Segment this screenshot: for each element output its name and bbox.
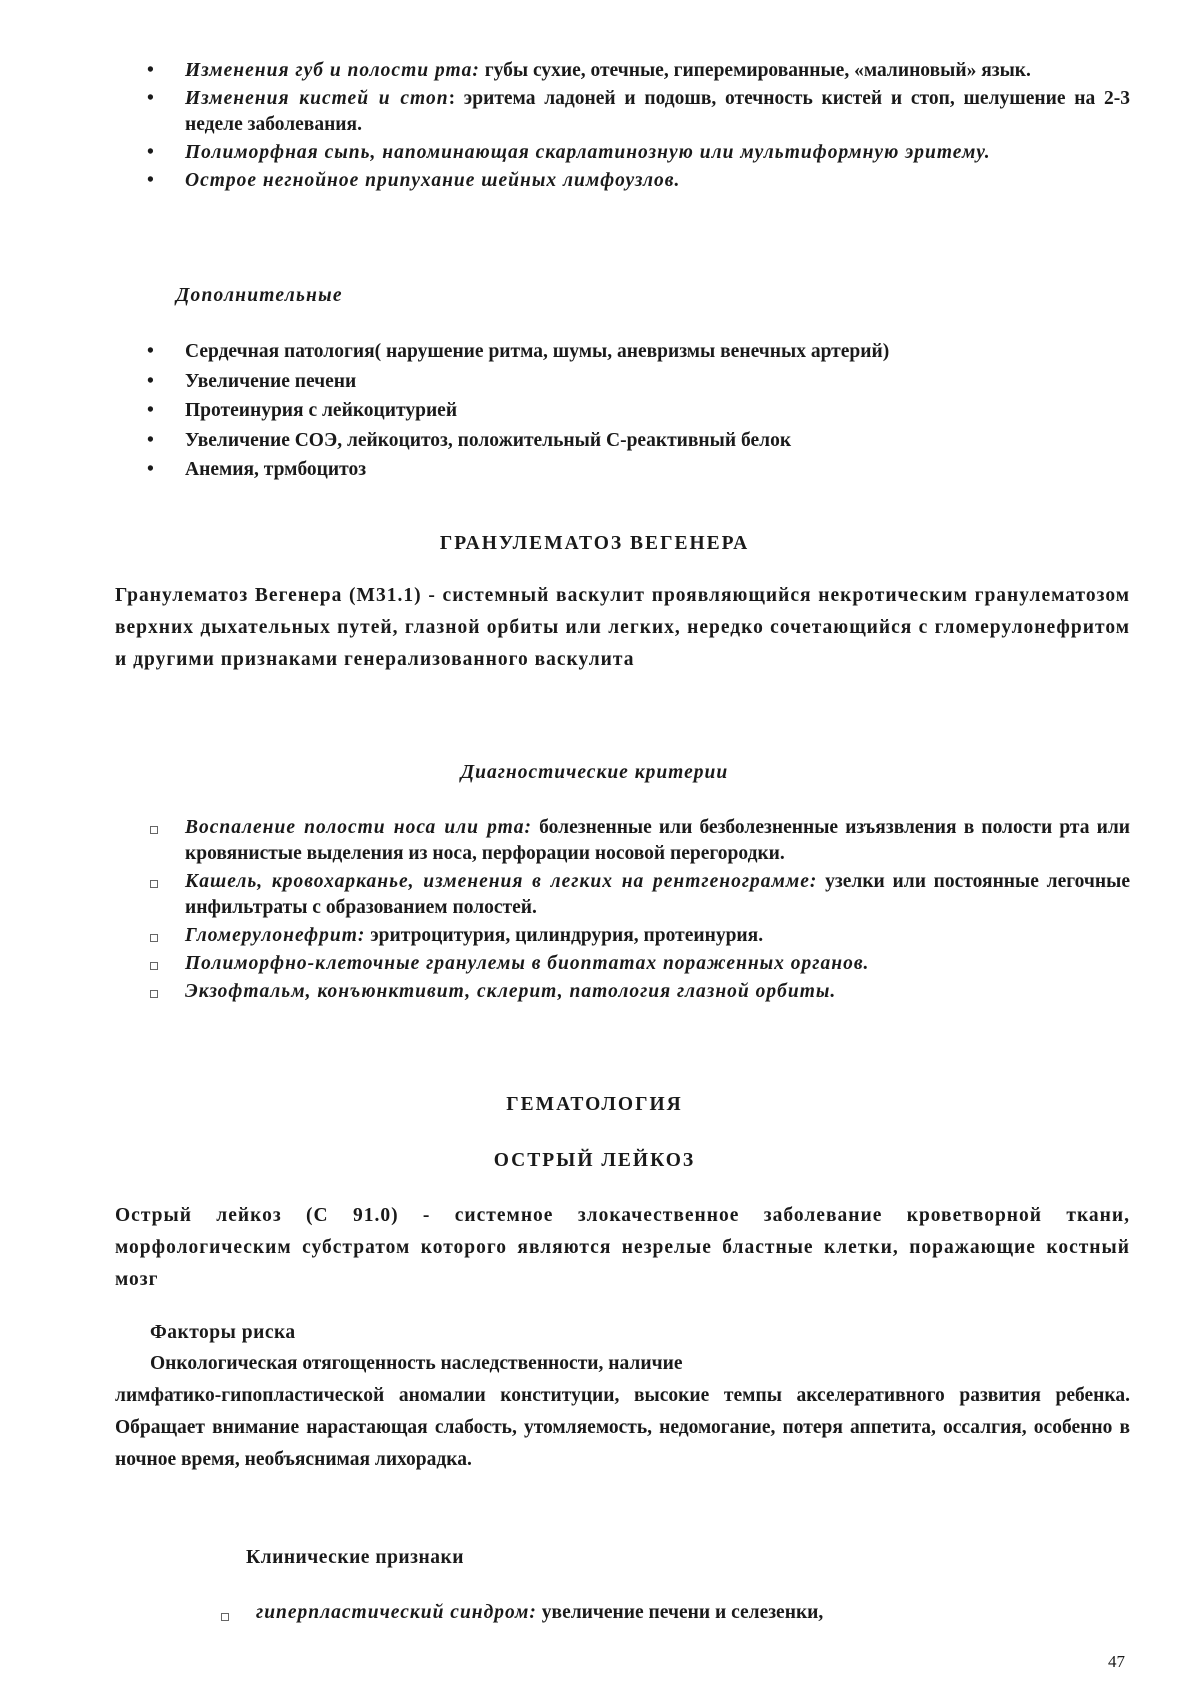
criterion-term: Кашель, кровохарканье, изменения в легких на рентгенограмме: — [185, 871, 818, 892]
bullet-icon: • — [147, 170, 154, 191]
risk-factors-heading: Факторы риска — [150, 1322, 296, 1343]
bullet-icon: • — [147, 88, 154, 109]
leukemia-title: ОСТРЫЙ ЛЕЙКОЗ — [493, 1150, 696, 1171]
list-item — [147, 951, 1130, 977]
criterion-text: узелки или постоянные легочные инфильтраты с образованием полостей. — [185, 871, 1130, 918]
criterion-term: Изменения губ и полости рта: — [185, 60, 480, 81]
list-item — [147, 455, 1130, 485]
list-item — [147, 815, 1130, 867]
list-item — [147, 426, 1130, 456]
bullet-icon: • — [147, 400, 154, 421]
main-criteria-list — [147, 58, 1130, 196]
bullet-icon: • — [147, 142, 154, 163]
clinical-sign-item — [219, 1602, 823, 1624]
bullet-icon: • — [147, 341, 154, 362]
additional-criteria-list — [147, 337, 1130, 485]
risk-line-1: Онкологическая отягощенность наследственности, наличие — [150, 1353, 683, 1374]
wegener-title: ГРАНУЛЕМАТОЗ ВЕГЕНЕРА — [439, 533, 750, 554]
list-item — [147, 168, 1130, 194]
criterion-text: : эритема ладоней и подошв, отечность кистей и стоп, шелушение на 2-3 неделе заболевания. — [185, 88, 1130, 135]
criterion-term: Изменения кистей и стоп — [185, 88, 449, 109]
list-item — [147, 337, 1130, 367]
bullet-icon: • — [147, 459, 154, 480]
criterion-term: Полиморфная сыпь, напоминающая скарлатинозную или мультиформную эритему. — [185, 142, 991, 163]
criterion-term: Экзофтальм, конъюнктивит, склерит, патология глазной орбиты. — [185, 981, 837, 1002]
list-item-text: Анемия, трмбоцитоз — [185, 459, 367, 480]
bullet-icon: • — [147, 370, 154, 392]
criterion-text: губы сухие, отечные, гиперемированные, «малиновый» язык. — [479, 60, 1031, 81]
criterion-term: гиперпластический синдром: — [256, 1602, 537, 1623]
criterion-term: Воспаление полости носа или рта: — [185, 817, 533, 838]
list-item — [147, 869, 1130, 921]
additional-heading: Дополнительные — [176, 285, 343, 306]
checkbox-square-icon — [150, 826, 158, 834]
bullet-icon: • — [147, 429, 154, 451]
page-number: 47 — [1108, 1652, 1125, 1671]
criterion-text: эритроцитурия, цилиндрурия, протеинурия. — [365, 925, 764, 946]
risk-factors-text — [115, 1348, 1130, 1476]
diagnostic-criteria-heading: Диагностические критерии — [460, 762, 729, 783]
criterion-text: увеличение печени и селезенки, — [536, 1602, 824, 1623]
list-item — [147, 86, 1130, 138]
list-item-text: Протеинурия с лейкоцитурией — [185, 400, 458, 421]
checkbox-square-icon — [150, 934, 158, 942]
checkbox-square-icon — [150, 990, 158, 998]
list-item-text: Увеличение печени — [185, 370, 357, 392]
list-item — [147, 140, 1130, 166]
list-item — [147, 396, 1130, 426]
checkbox-square-icon — [150, 880, 158, 888]
list-item — [147, 979, 1130, 1005]
criterion-text: болезненные или безболезненные изъязвления в полости рта или кровянистые выделения из носа, перфорации носовой перегородки. — [185, 817, 1130, 864]
wegener-criteria-list — [147, 815, 1130, 1007]
criterion-term: Острое негнойное припухание шейных лимфоузлов. — [185, 170, 681, 191]
checkbox-square-icon — [221, 1613, 229, 1621]
list-item — [147, 58, 1130, 84]
list-item — [147, 367, 1130, 397]
wegener-definition: Гранулематоз Вегенера (М31.1) - системный васкулит проявляющийся некротическим гранулематозом верхних дыхательных путей, глазной орбиты или легких, нередко сочетающийся с гломерулонефритом и другими признаками генерализованного васкулита — [115, 585, 1130, 670]
list-item — [147, 923, 1130, 949]
clinical-signs-heading: Клинические признаки — [246, 1547, 464, 1568]
leukemia-definition: Острый лейкоз (С 91.0) - системное злокачественное заболевание кроветворной ткани, морфологическим субстратом которого являются незрелые бластные клетки, поражающие костный мозг — [115, 1205, 1130, 1290]
checkbox-square-icon — [150, 962, 158, 970]
risk-text-rest: лимфатико-гипопластической аномалии конституции, высокие темпы акселеративного развития ребенка. Обращает внимание нарастающая слабость, утомляемость, недомогание, потеря аппетита, оссалгия, особенно в ночное время, необъяснимая лихорадка. — [115, 1385, 1130, 1470]
bullet-icon: • — [147, 60, 154, 81]
list-item-text: Увеличение СОЭ, лейкоцитоз, положительный С-реактивный белок — [185, 429, 792, 451]
list-item-text: Сердечная патология( нарушение ритма, шумы, аневризмы венечных артерий) — [185, 341, 890, 362]
criterion-term: Полиморфно-клеточные гранулемы в биоптатах пораженных органов. — [185, 953, 870, 974]
hematology-title: ГЕМАТОЛОГИЯ — [506, 1094, 683, 1115]
criterion-term: Гломерулонефрит: — [185, 925, 366, 946]
